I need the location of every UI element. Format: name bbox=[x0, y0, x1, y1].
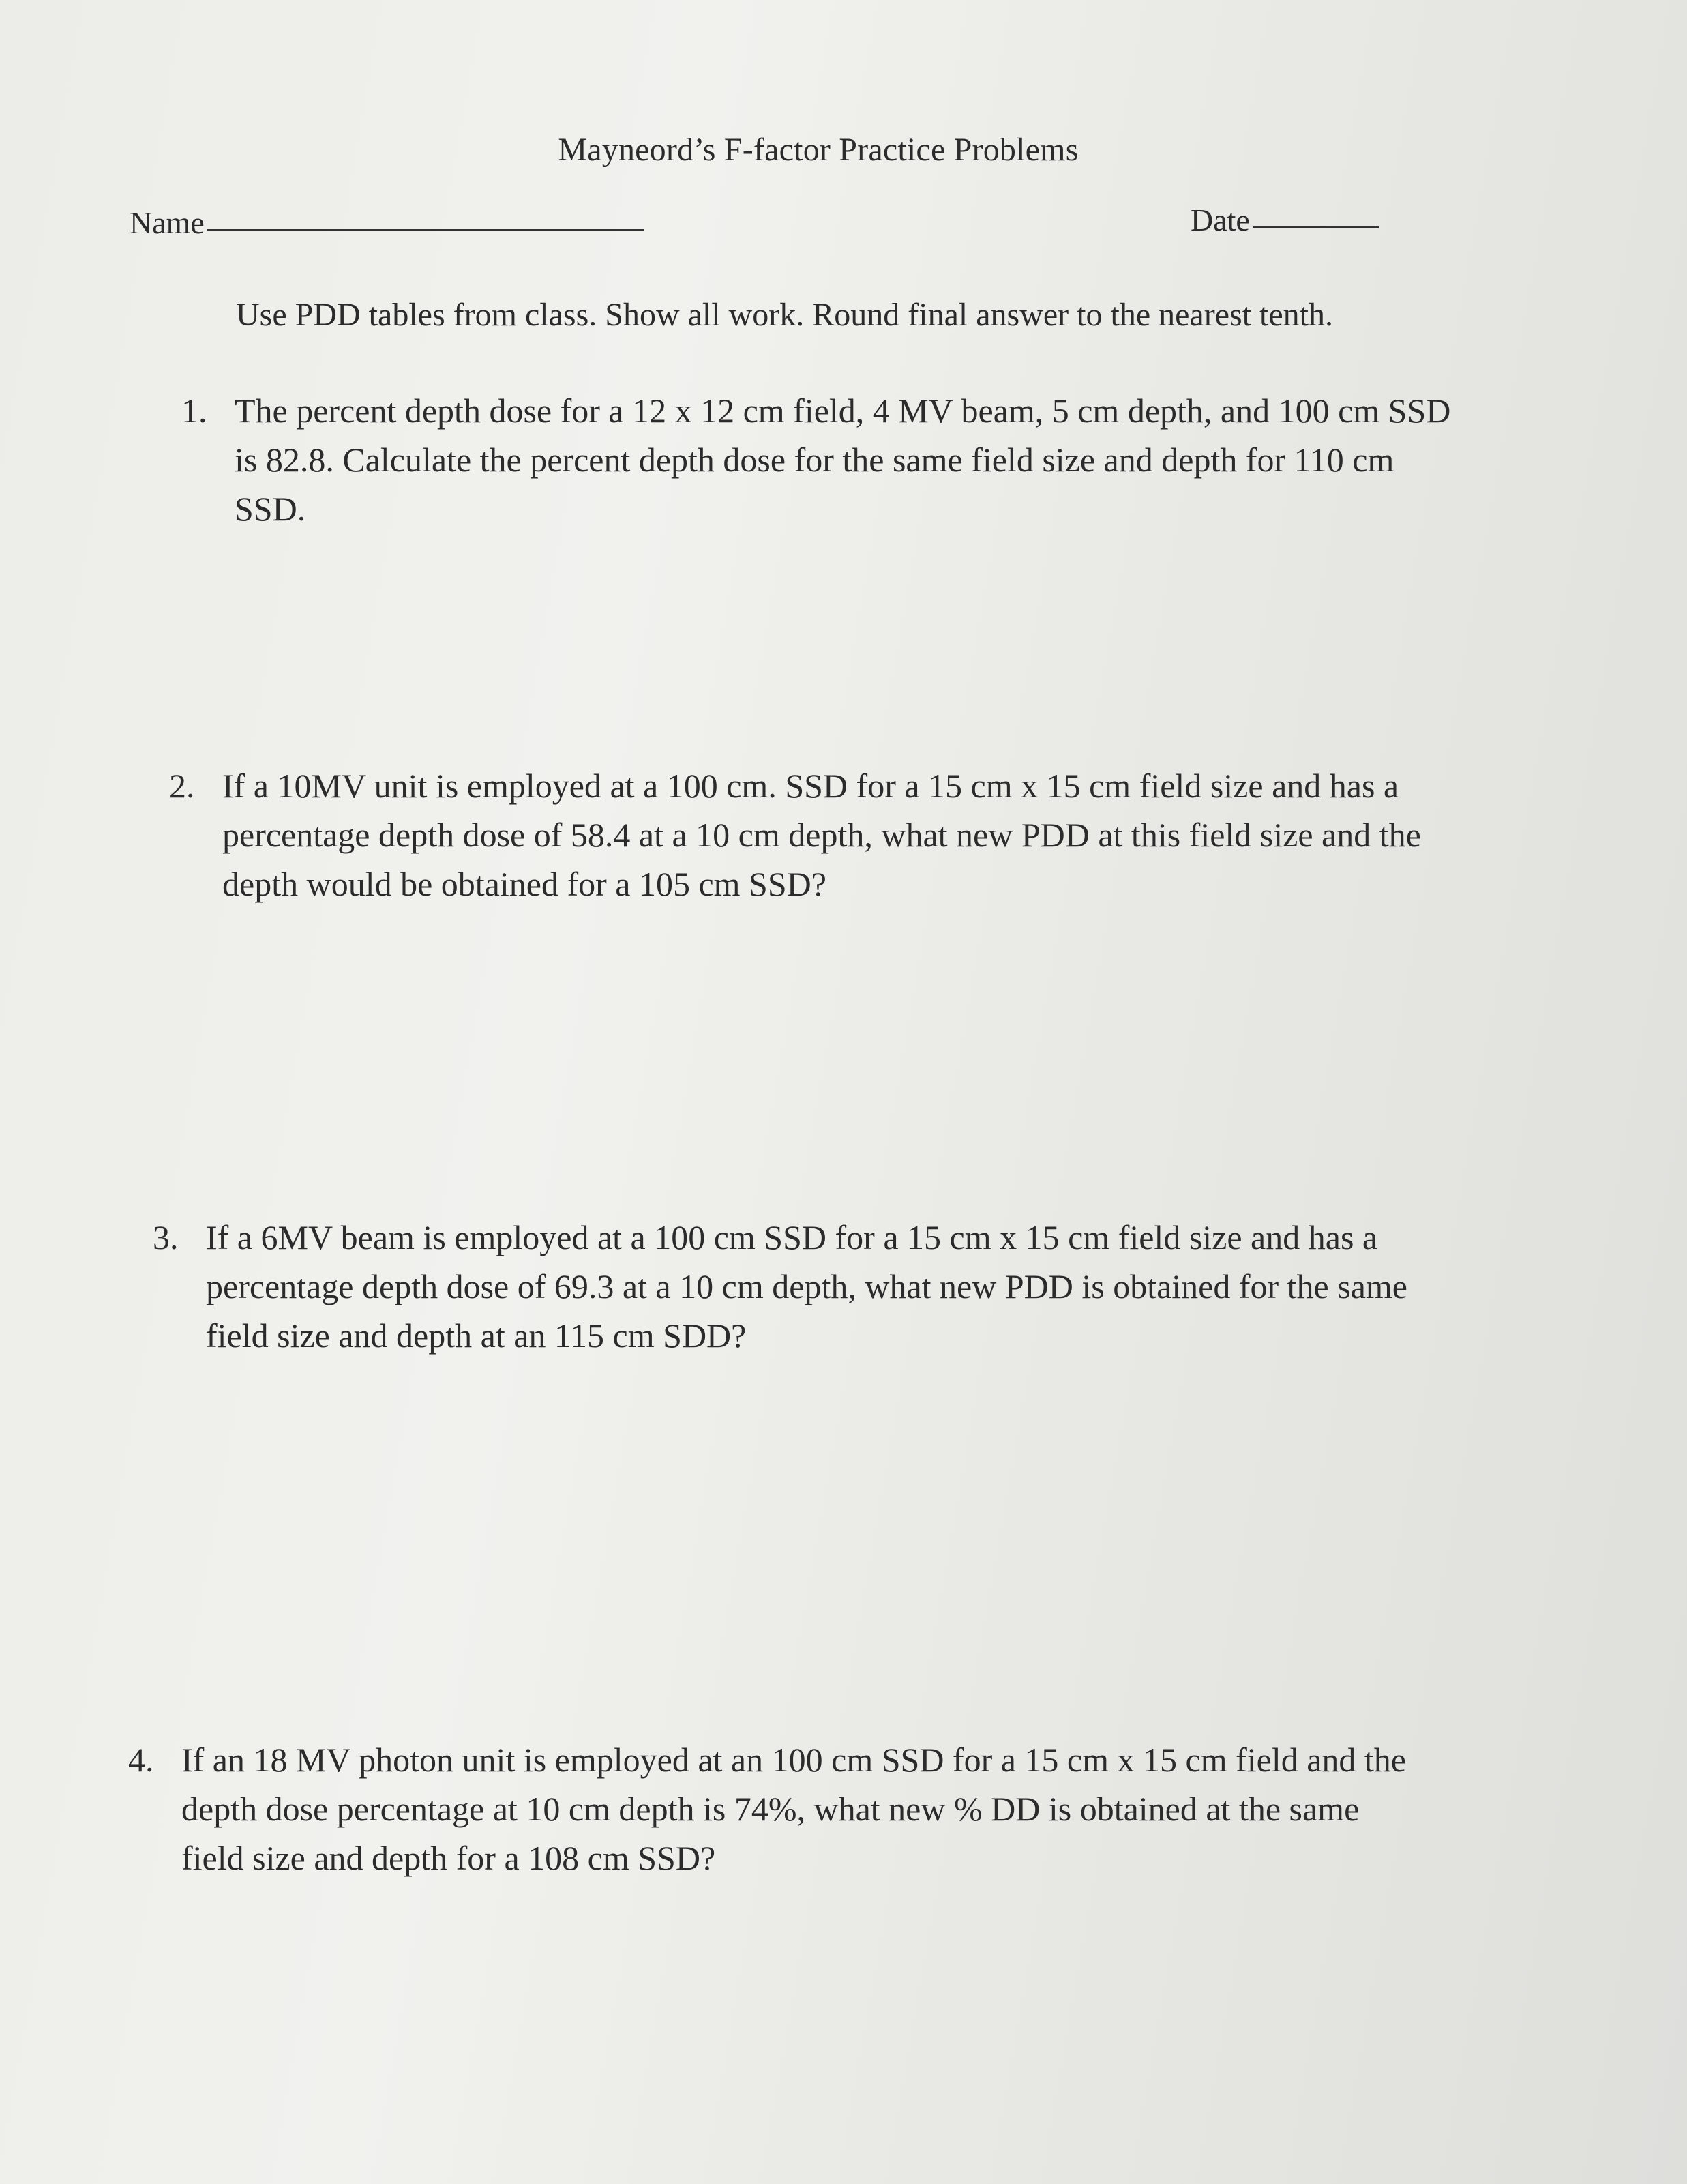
name-blank-line bbox=[207, 229, 644, 231]
question-line: depth would be obtained for a 105 cm SSD? bbox=[222, 865, 826, 903]
question-line: depth dose percentage at 10 cm depth is 74%, what new % DD is obtained at the same bbox=[181, 1790, 1360, 1828]
question-line: is 82.8. Calculate the percent depth dose for the same field size and depth for 110 cm bbox=[235, 441, 1394, 479]
question-line: If an 18 MV photon unit is employed at an 100 cm SSD for a 15 cm x 15 cm field and the bbox=[181, 1741, 1406, 1779]
date-blank-line bbox=[1253, 226, 1379, 228]
question-number: 3. bbox=[153, 1218, 179, 1256]
question-number: 4. bbox=[128, 1741, 154, 1779]
question-number: 1. bbox=[181, 392, 207, 430]
question-line: If a 6MV beam is employed at a 100 cm SSD for a 15 cm x 15 cm field size and has a bbox=[206, 1218, 1378, 1256]
instructions: Use PDD tables from class. Show all work. Round final answer to the nearest tenth. bbox=[236, 297, 1334, 333]
page-title: Mayneord’s F-factor Practice Problems bbox=[558, 132, 1079, 168]
question-line: SSD. bbox=[235, 490, 306, 528]
question-number: 2. bbox=[169, 767, 195, 805]
question-1 bbox=[181, 386, 1544, 533]
question-line: field size and depth for a 108 cm SSD? bbox=[181, 1839, 716, 1877]
date-label: Date bbox=[1191, 203, 1250, 237]
question-4 bbox=[128, 1735, 1572, 1883]
question-line: percentage depth dose of 58.4 at a 10 cm depth, what new PDD at this field size and the bbox=[222, 816, 1421, 854]
question-2 bbox=[169, 761, 1545, 909]
question-line: If a 10MV unit is employed at a 100 cm. SSD for a 15 cm x 15 cm field size and has a bbox=[222, 767, 1399, 805]
name-label: Name bbox=[130, 205, 205, 240]
question-line: percentage depth dose of 69.3 at a 10 cm depth, what new PDD is obtained for the same bbox=[206, 1267, 1407, 1305]
question-3 bbox=[153, 1213, 1542, 1360]
date-field bbox=[1191, 202, 1379, 238]
question-line: field size and depth at an 115 cm SDD? bbox=[206, 1316, 747, 1355]
name-field bbox=[130, 205, 644, 241]
question-line: The percent depth dose for a 12 x 12 cm field, 4 MV beam, 5 cm depth, and 100 cm SSD bbox=[235, 392, 1451, 430]
